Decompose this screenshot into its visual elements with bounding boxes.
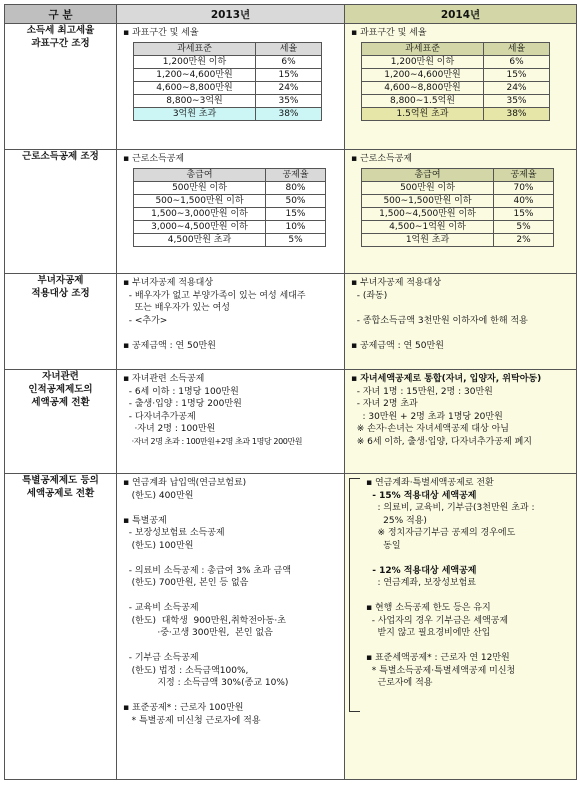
cell-2014-special-deduction	[345, 474, 577, 780]
text-line: (한도) 400만원	[123, 490, 194, 501]
text-line: ※ 손자·손녀는 자녀세액공제 대상 아님	[351, 424, 509, 434]
table-cell: 15%	[494, 207, 554, 220]
text-line	[123, 327, 340, 340]
table-cell: 1,200만원 이하	[134, 55, 256, 68]
text-line: - 자녀 1명 : 15만원, 2명 : 30만원	[351, 386, 493, 397]
deduction-table-2014	[361, 168, 554, 247]
section-title: ▪ 근로소득공제	[123, 154, 185, 164]
text-line: ▪ 표준공제* : 근로자 100만원	[123, 703, 244, 713]
table-cell: 4,500만원 초과	[134, 233, 266, 246]
text-line: - 6세 이하 : 1명당 100만원	[123, 386, 239, 397]
table-cell: 24%	[484, 81, 550, 94]
text-line	[123, 552, 340, 565]
text-line: ▪ 표준세액공제* : 근로자 연 12만원	[366, 653, 510, 663]
category-line: 자녀관련	[42, 371, 79, 382]
table-cell: 15%	[256, 68, 322, 81]
text-line	[123, 690, 340, 703]
table-cell: 4,600∼8,800만원	[134, 81, 256, 94]
table-cell: 70%	[494, 181, 554, 194]
text-line: 25% 적용)	[366, 515, 427, 526]
table-cell: 1.5억원 초과	[362, 107, 484, 120]
text-line: (한도) 법정 : 소득금액100%,	[123, 665, 249, 676]
table-cell: 5%	[266, 233, 326, 246]
table-cell: 8,800∼1.5억원	[362, 94, 484, 107]
header-category: 구 분	[5, 5, 117, 24]
table-cell: 5%	[494, 220, 554, 233]
category-line: 소득세 최고세율	[26, 25, 95, 36]
comparison-table	[4, 4, 577, 780]
text-line: - 교육비 소득공제	[123, 603, 199, 613]
table-cell: 35%	[256, 94, 322, 107]
text-line	[123, 502, 340, 515]
cell-2014-earned-income	[345, 150, 577, 274]
table-cell: 8,800∼3억원	[134, 94, 256, 107]
table-cell: 1,500∼3,000만원 이하	[134, 207, 266, 220]
text-line: 또는 배우자가 있는 여성	[123, 303, 230, 313]
text-line: - 기부금 소득공제	[123, 653, 199, 663]
category-special-deduction	[5, 474, 117, 780]
text-line: ▪ 공제금액 : 연 50만원	[351, 340, 444, 351]
text-line: - 자녀 2명 초과	[351, 399, 418, 409]
cell-2013-earned-income	[117, 150, 345, 274]
text-line: ▪ 연금계좌 납입액(연금보험료)	[123, 478, 247, 488]
table-cell: 35%	[484, 94, 550, 107]
tax-bracket-table-2013	[133, 42, 322, 121]
text-line: - 종합소득금액 3천만원 이하자에 한해 적용	[351, 315, 528, 326]
text-line: ·중·고생 300만원, 본인 없음	[123, 628, 273, 638]
deduction-table-2013	[133, 168, 326, 247]
text-line	[351, 327, 572, 340]
text-line: - 사업자의 경우 기부금은 세액공제	[366, 615, 509, 626]
text-line: ▪ 현행 소득공제 한도 등은 유지	[366, 603, 491, 613]
category-child-deduction	[5, 370, 117, 474]
text-line: ※ 6세 이하, 출생·입양, 다자녀추가공제 폐지	[351, 436, 532, 447]
section-title: ▪ 과표구간 및 세율	[351, 28, 427, 38]
text-line: ▪ 자녀관련 소득공제	[123, 374, 205, 384]
table-cell: 6%	[256, 55, 322, 68]
bracket-mark	[349, 478, 360, 712]
cell-2013-child-deduction	[117, 370, 345, 474]
cell-2014-child-deduction	[345, 370, 577, 474]
text-line: ▪ 부녀자공제 적용대상	[351, 278, 442, 288]
col-header: 과세표준	[362, 42, 484, 55]
table-cell: 2%	[494, 233, 554, 246]
text-line: - 12% 적용대상 세액공제	[366, 565, 477, 576]
text-line: (한도) 100만원	[123, 540, 194, 551]
table-cell: 3,000∼4,500만원 이하	[134, 220, 266, 233]
col-header: 총급여	[362, 168, 494, 181]
category-line: 과표구간 조정	[31, 38, 90, 49]
text-line	[351, 302, 572, 315]
table-cell: 500만원 이하	[362, 181, 494, 194]
text-line: - 15% 적용대상 세액공제	[366, 490, 477, 501]
text-line: ▪ 부녀자공제 적용대상	[123, 278, 214, 288]
category-line: 근로소득공제 조정	[22, 151, 99, 162]
tax-bracket-table-2014	[361, 42, 550, 121]
section-title: ▪ 과표구간 및 세율	[123, 28, 199, 38]
text-line: - 의료비 소득공제 : 총급여 3% 초과 금액	[123, 565, 292, 576]
table-cell: 1억원 초과	[362, 233, 494, 246]
category-line: 특별공제제도 등의	[22, 475, 99, 486]
col-header: 총급여	[134, 168, 266, 181]
text-line	[366, 640, 535, 653]
table-cell: 1,200만원 이하	[362, 55, 484, 68]
text-line: 받지 않고 필요경비에만 산입	[366, 628, 491, 638]
text-line	[366, 590, 535, 603]
table-cell: 15%	[266, 207, 326, 220]
header-2013: 2013년	[117, 5, 345, 24]
category-line: 적용대상 조정	[31, 288, 90, 299]
table-cell: 38%	[256, 107, 322, 120]
cell-2014-women-deduction	[345, 274, 577, 370]
text-line: 지정 : 소득금액 30%(종교 10%)	[123, 678, 289, 688]
text-line	[123, 640, 340, 653]
table-cell: 80%	[266, 181, 326, 194]
table-cell: 1,200∼4,600만원	[362, 68, 484, 81]
table-cell: 500∼1,500만원 이하	[134, 194, 266, 207]
text-line	[366, 552, 535, 565]
table-cell: 6%	[484, 55, 550, 68]
text-line: ▪ 공제금액 : 연 50만원	[123, 340, 216, 351]
section-title: ▪ 근로소득공제	[351, 154, 413, 164]
text-line: : 연금계좌, 보장성보험료	[366, 578, 476, 588]
cell-2014-income-tax	[345, 24, 577, 150]
text-line: ▪ 특별공제	[123, 515, 167, 526]
text-line: * 특별소득공제·특별세액공제 미신청	[366, 665, 516, 676]
cell-2013-income-tax	[117, 24, 345, 150]
table-cell: 1,500∼4,500만원 이하	[362, 207, 494, 220]
category-earned-income	[5, 150, 117, 274]
category-line: 세액공제 전환	[31, 397, 90, 408]
col-header: 세율	[484, 42, 550, 55]
col-header: 과세표준	[134, 42, 256, 55]
text-line: 동일	[366, 540, 401, 551]
category-line: 부녀자공제	[37, 275, 84, 286]
table-cell: 4,500∼1억원 이하	[362, 220, 494, 233]
text-line: - 배우자가 없고 부양가족이 있는 여성 세대주	[123, 290, 306, 301]
cell-2013-special-deduction	[117, 474, 345, 780]
text-line: - <추가>	[123, 315, 168, 326]
table-cell: 1,200∼4,600만원	[134, 68, 256, 81]
table-cell: 10%	[266, 220, 326, 233]
text-line: (한도) 대학생 900만원,취학전아동·초	[123, 615, 286, 626]
text-line: ※ 정치자금기부금 공제의 경우에도	[366, 528, 516, 538]
text-line: ▪ 연금계좌·특별세액공제로 전환	[366, 478, 494, 488]
table-cell: 500만원 이하	[134, 181, 266, 194]
text-line: : 30만원 + 2명 초과 1명당 20만원	[351, 411, 503, 422]
col-header: 공제율	[266, 168, 326, 181]
cell-2013-women-deduction	[117, 274, 345, 370]
category-line: 인적공제제도의	[28, 384, 93, 395]
table-cell: 24%	[256, 81, 322, 94]
category-women-deduction	[5, 274, 117, 370]
text-line: : 의료비, 교육비, 기부금(3천만원 초과 :	[366, 503, 535, 513]
text-line: * 특별공제 미신청 근로자에 적용	[123, 715, 261, 726]
table-cell: 3억원 초과	[134, 107, 256, 120]
text-line: - (좌동)	[351, 290, 388, 301]
text-line: 근로자에 적용	[366, 678, 433, 688]
table-cell: 38%	[484, 107, 550, 120]
table-cell: 40%	[494, 194, 554, 207]
text-line: ·자녀 2명 초과 : 100만원+2명 초과 1명당 200만원	[123, 436, 303, 446]
text-line: ·자녀 2명 : 100만원	[123, 424, 216, 434]
text-line: - 보장성보험료 소득공제	[123, 528, 225, 538]
text-line: ▪ 자녀세액공제로 통합(자녀, 입양자, 위탁아동)	[351, 374, 542, 384]
col-header: 세율	[256, 42, 322, 55]
category-line: 세액공제로 전환	[26, 488, 95, 499]
table-cell: 500∼1,500만원 이하	[362, 194, 494, 207]
header-2014: 2014년	[345, 5, 577, 24]
table-cell: 4,600∼8,800만원	[362, 81, 484, 94]
table-cell: 50%	[266, 194, 326, 207]
text-line: - 출생·입양 : 1명당 200만원	[123, 399, 242, 409]
text-line: - 다자녀추가공제	[123, 411, 196, 422]
text-line: (한도) 700만원, 본인 등 없음	[123, 578, 249, 588]
text-line	[123, 590, 340, 603]
table-cell: 15%	[484, 68, 550, 81]
col-header: 공제율	[494, 168, 554, 181]
category-income-tax	[5, 24, 117, 150]
